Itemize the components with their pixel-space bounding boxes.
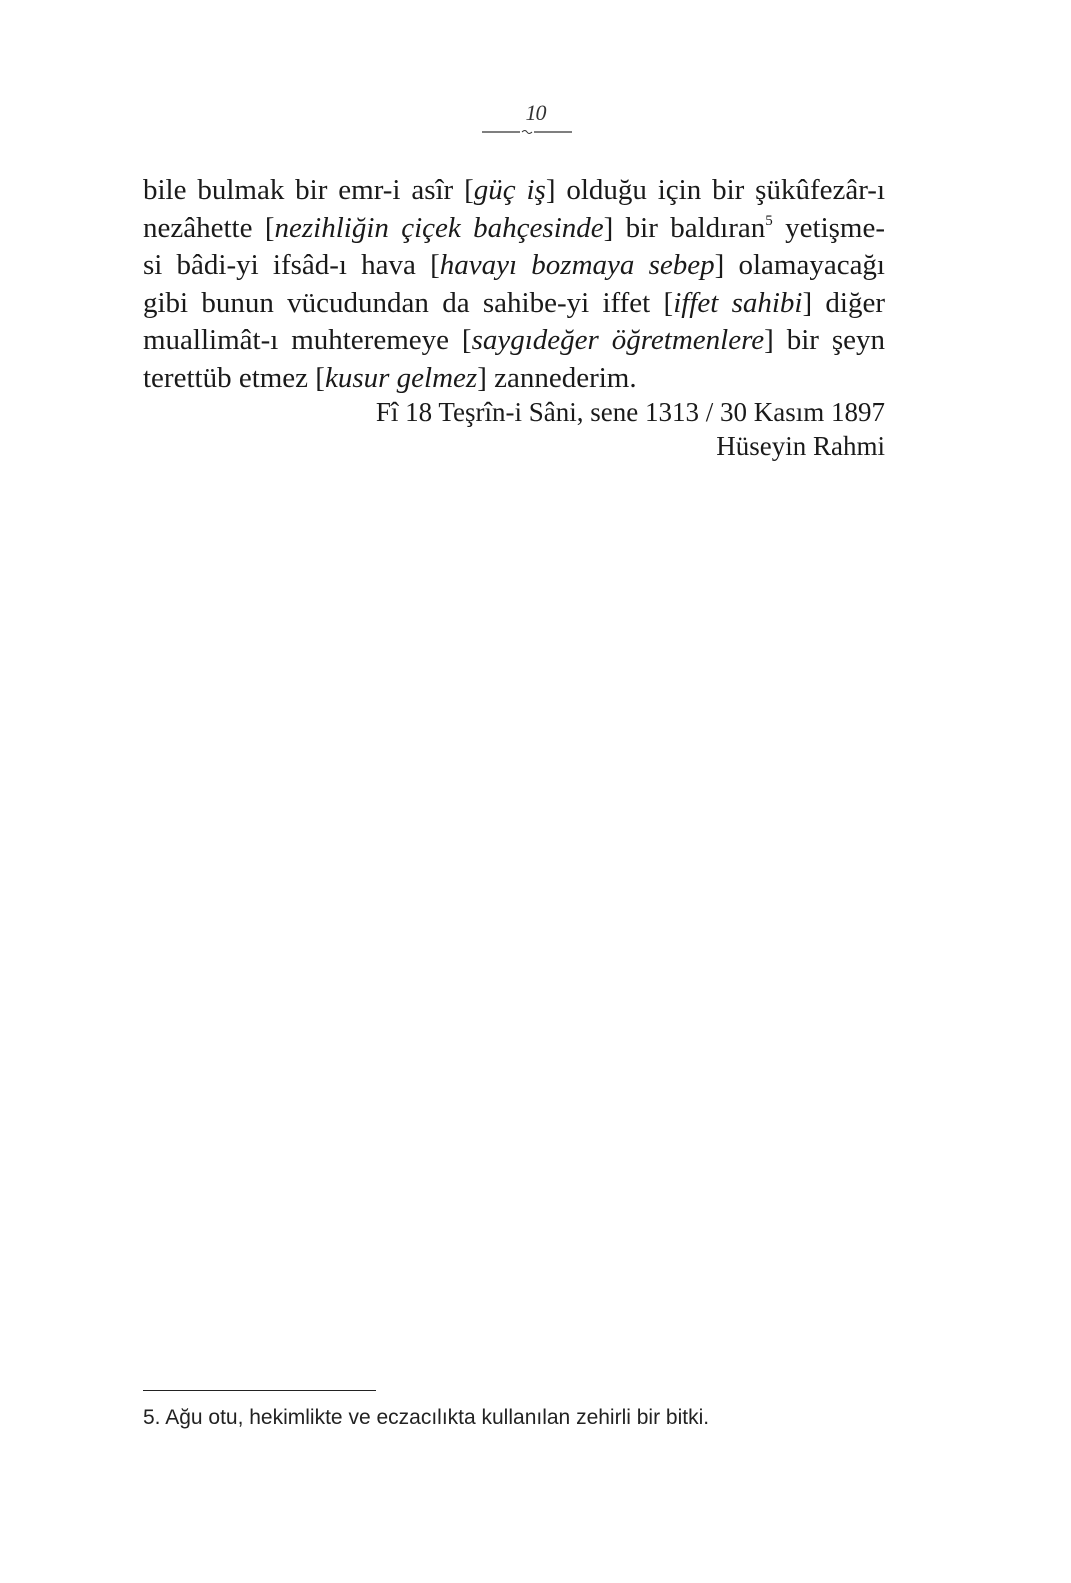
gloss-italic: kusur gelmez xyxy=(324,361,478,394)
body-line: nezâhette [nezihliğin çiçek bahçesinde] bir baldıran$^5$ yetişme- xyxy=(143,211,886,244)
footnote: 5. Ağu otu, hekimlikte ve eczacılıkta kullanılan zehirli bir bitki. xyxy=(143,1406,710,1429)
body-line: bile bulmak bir emr-i asîr [güç iş] olduğu için bir şükûfezâr-ı xyxy=(143,174,886,206)
body-line: gibi bunun vücudundan da sahibe-yi iffet [iffet sahibi] diğer xyxy=(143,286,886,319)
gloss-italic: saygıdeğer öğretmenlere xyxy=(471,324,765,356)
body-line: muallimât-ı muhteremeye [saygıdeğer öğretmenlere] bir şeyn xyxy=(143,324,885,356)
body-paragraph xyxy=(143,172,885,397)
body-line: terettüb etmez [kusur gelmez] zannederim. xyxy=(143,361,637,394)
gloss-italic: havayı bozmaya sebep xyxy=(439,249,715,281)
footnote-marker: 5 xyxy=(765,212,773,229)
signature-author: Hüseyin Rahmi xyxy=(716,431,885,461)
footnote-divider xyxy=(143,1390,376,1391)
gloss-italic: güç iş xyxy=(473,174,546,206)
signature-block xyxy=(376,395,885,463)
gloss-italic: iffet sahibi xyxy=(673,286,803,319)
page-number-ornament xyxy=(482,128,572,138)
page-number: 10 xyxy=(525,100,546,125)
gloss-italic: nezihliğin çiçek bahçesinde xyxy=(274,211,604,244)
signature-date: Fî 18 Teşrîn-i Sâni, sene 1313 / 30 Kasım 1897 xyxy=(375,397,885,427)
body-line: si bâdi-yi ifsâd-ı hava [havayı bozmaya sebep] olamayacağı xyxy=(143,249,885,281)
